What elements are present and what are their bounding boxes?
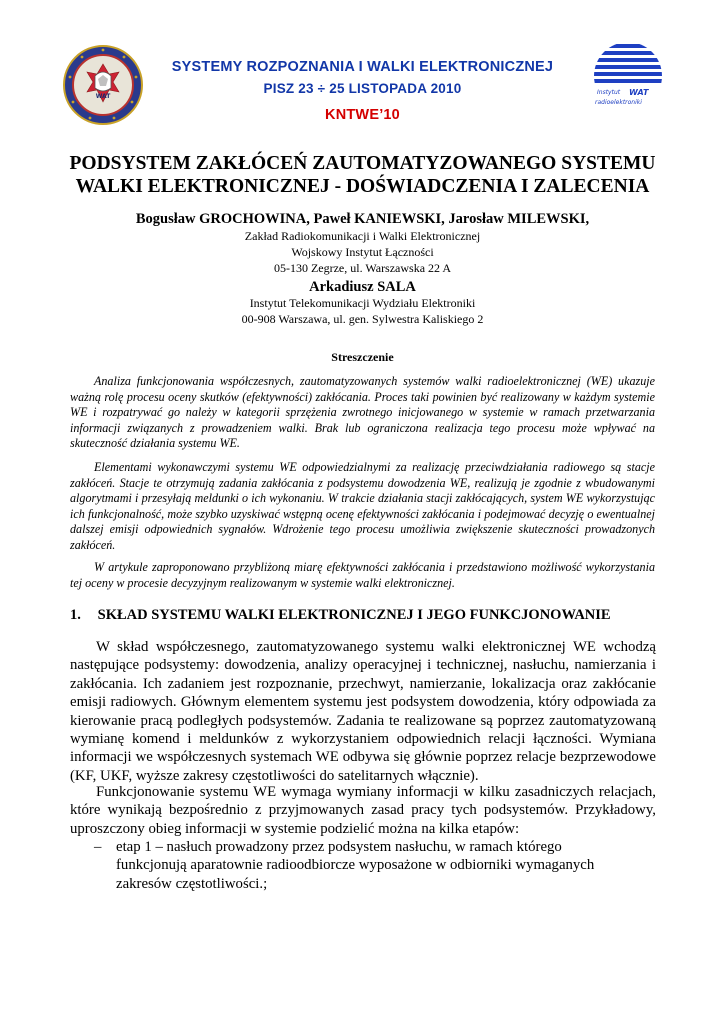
authors-group-1: Bogusław GROCHOWINA, Paweł KANIEWSKI, Jarosław MILEWSKI, <box>135 211 590 227</box>
institute-radioelectronics-logo <box>591 40 665 120</box>
affiliation-line: 00-908 Warszawa, ul. gen. Sylwestra Kaliskiego 2 <box>241 312 484 326</box>
list-item-text: etap 1 – nasłuch prowadzony przez podsystem nasłuchu, w ramach którego funkcjonują aparatownie radioodbiorcze wyposażone w odbiorniki wymaganych zakresów częstotliwości.; <box>116 839 595 892</box>
paper-title <box>60 152 665 198</box>
section-1-heading <box>70 607 611 624</box>
paper-title-line2: WALKI ELEKTRONICZNEJ - DOŚWIADCZENIA I ZALECENIA <box>75 176 650 197</box>
institute-wat-label: WAT <box>629 88 649 97</box>
section-title: SKŁAD SYSTEMU WALKI ELEKTRONICZNEJ I JEGO FUNKCJONOWANIE <box>97 607 611 623</box>
list-dash: – <box>94 839 102 855</box>
affiliation-1 <box>60 228 665 276</box>
affiliation-line: Zakład Radiokomunikacji i Walki Elektronicznej <box>244 229 481 243</box>
paper-title-line1: PODSYSTEM ZAKŁÓCEŃ ZAUTOMATYZOWANEGO SYSTEMU <box>69 153 656 174</box>
section-1-paragraph-2: Funkcjonowanie systemu WE wymaga wymiany informacji w kilku zasadniczych relacjach, które wynikają bezpośrednio z przyjmowanych zasad pracy tych podsystemów. Przykładowy, uproszczony obieg informacji w systemie podzielić można na kilka etapów: <box>70 784 656 837</box>
section-number: 1. <box>70 607 81 623</box>
abstract-paragraph-2: Elementami wykonawczymi systemu WE odpowiedzialnymi za realizację przeciwdziałania radiowego są stacje zakłóceń. Stacje te otrzymują zadania zakłócania z podsystemu dowodzenia WE, realizują je zgodnie z wbudowanymi algorytmami i przesyłają meldunki o ich wykonaniu. W trakcie działania stacji zakłócających, system WE wykorzystując ich funkcjonalność, może szybko uzyskiwać wstępną ocenę efektywności zakłócania i podejmować decyzję o ewentualnej dalszej emisji odpowiednich sygnałów. Wdrożenie tego procesu umożliwia zwiększenie skuteczności prowadzonych zakłóceń. <box>70 460 655 552</box>
abstract-paragraph-3: W artykule zaproponowano przybliżoną miarę efektywności zakłócania i przedstawiono możliwość wykorzystania tej oceny w procesie decyzyjnym realizowanym w systemie walki elektronicznej. <box>70 560 655 590</box>
conference-header <box>0 0 725 140</box>
affiliation-line: Instytut Telekomunikacji Wydziału Elektroniki <box>249 296 476 310</box>
abstract-heading: Streszczenie <box>331 350 394 364</box>
institute-label: Instytut <box>597 89 621 96</box>
affiliation-2 <box>60 295 665 327</box>
conference-date: PISZ 23 ÷ 25 LISTOPADA 2010 <box>263 81 462 96</box>
conference-name: SYSTEMY ROZPOZNANIA I WALKI ELEKTRONICZNEJ <box>171 59 554 75</box>
conference-acronym: KNTWE’10 <box>325 107 400 123</box>
wat-crest-logo <box>62 44 144 126</box>
institute-radioelectronics-label: radioelektroniki <box>595 99 642 106</box>
abstract-paragraph-1: Analiza funkcjonowania współczesnych, zautomatyzowanych systemów walki radioelektronicznej (WE) ukazuje ważną rolę procesu oceny skutków (efektywności) zakłócania. Proces taki powinien być realizowany w każdym systemie WE i rozpatrywać go należy w kategorii sprzężenia zwrotnego inicjowanego w systemie w ramach przetwarzania informacji związanych z prowadzeniem walki. Brak lub ograniczona realizacja tego procesu może wpływać na skuteczność działania systemu WE. <box>70 374 655 451</box>
affiliation-line: Wojskowy Instytut Łączności <box>291 245 434 259</box>
wat-crest-text: WAT <box>95 93 111 100</box>
affiliation-line: 05-130 Zegrze, ul. Warszawska 22 A <box>273 261 452 275</box>
authors-group-2: Arkadiusz SALA <box>309 279 416 295</box>
section-1-paragraph-1: W skład współczesnego, zautomatyzowanego systemu walki elektronicznej WE wchodzą następujące podsystemy: dowodzenia, analizy operacyjnej i technicznej, nasłuchu, namierzania i zakłócania. Ich zadaniem jest rozpoznanie, przechwyt, namierzanie, lokalizacja oraz zakłócanie emisji radiowych. Głównym elementem systemu jest podsystem dowodzenia, który odpowiada za kierowanie pracą podległych podsystemów. Zadania te realizowane są poprzez zautomatyzowaną wymianę komend i meldunków z wykorzystaniem odpowiednich relacji łączności. Wymiana informacji we współczesnych systemach WE odbywa się głównie poprzez relacje bezprzewodowe (KF, UKF, wyższe zakresy częstotliwości do satelitarnych włącznie). <box>70 639 656 784</box>
